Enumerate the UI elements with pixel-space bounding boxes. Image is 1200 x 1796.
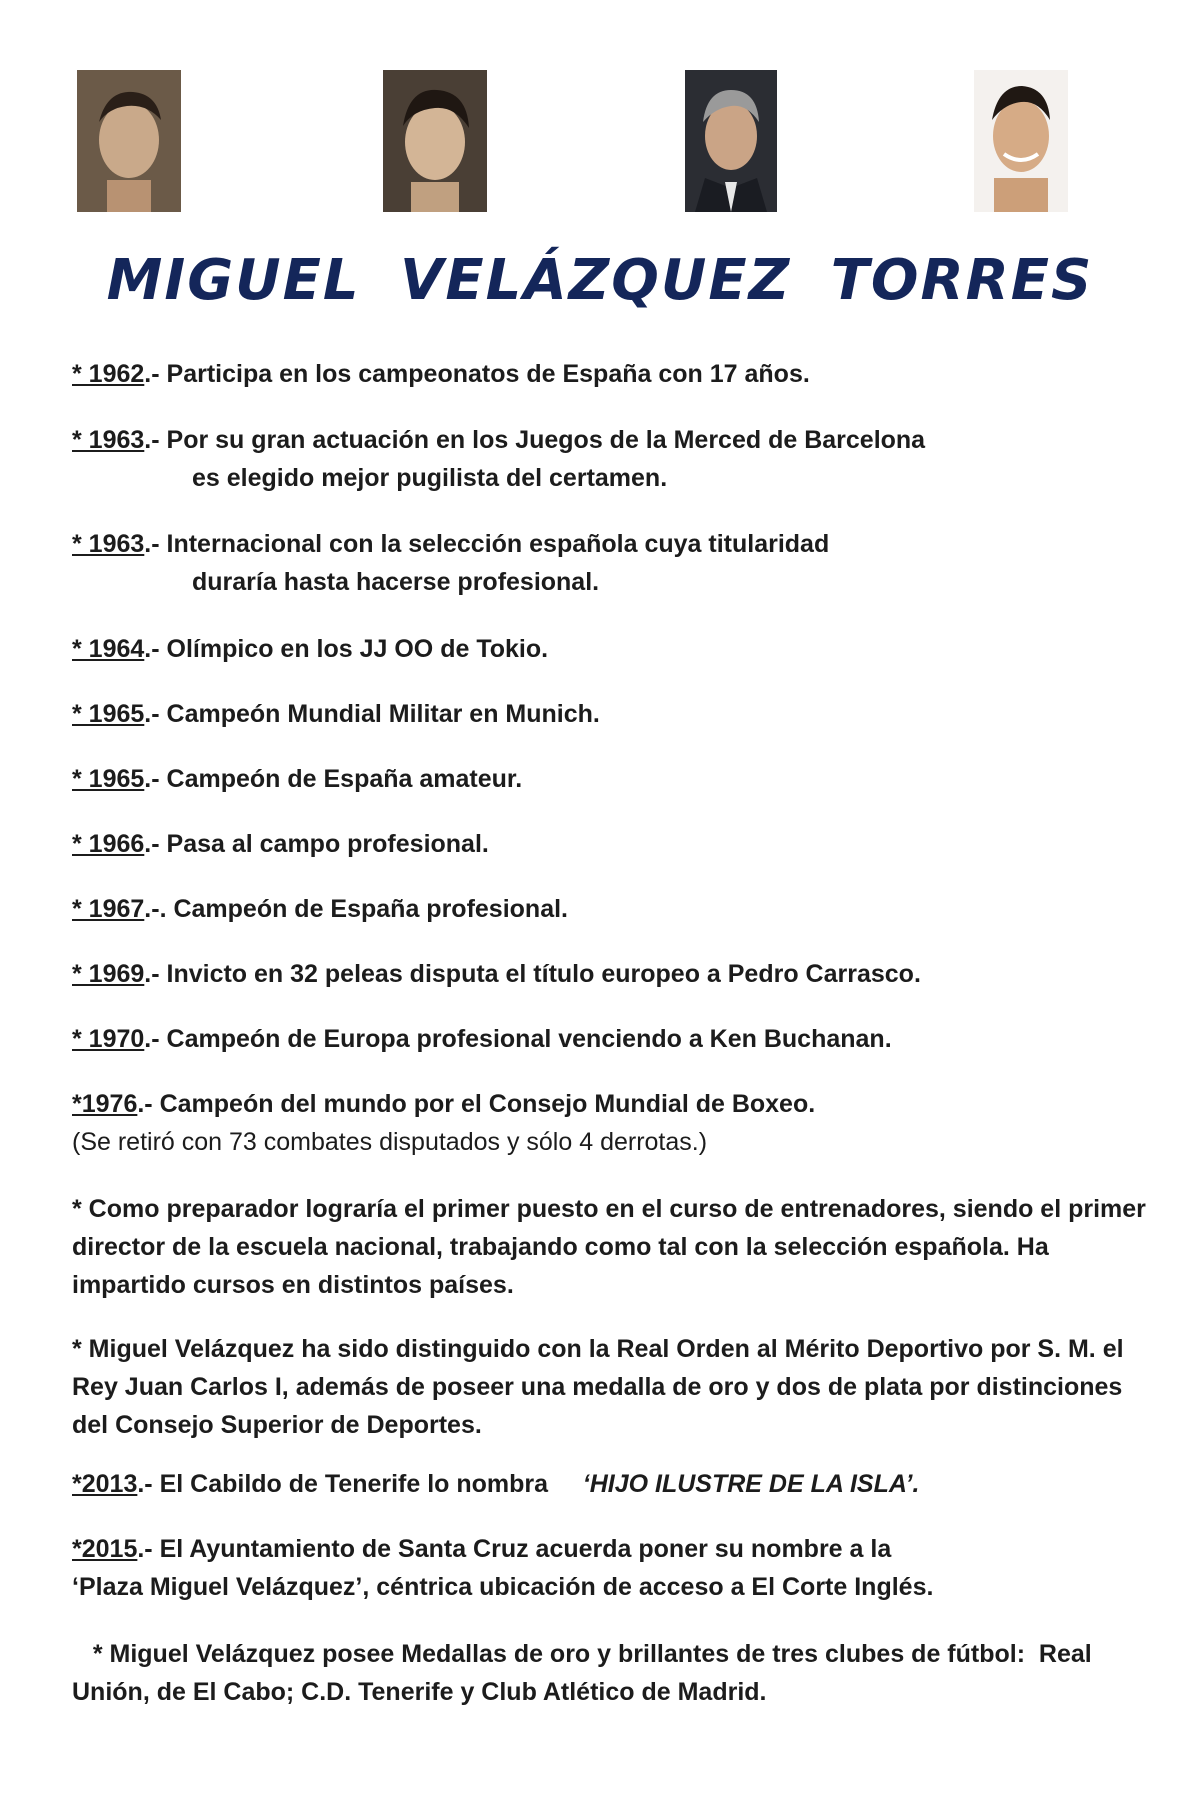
list-item (72, 525, 1152, 601)
year-label: * 1970 (72, 1025, 145, 1053)
photo-strip (0, 70, 1200, 220)
portrait-photo (77, 70, 181, 212)
entry-text: .- El Cabildo de Tenerife lo nombra (137, 1470, 549, 1498)
list-item (72, 1020, 1152, 1058)
paragraph (72, 1635, 1152, 1711)
entry-text: .- Internacional con la selección española cuya titularidad (144, 530, 830, 558)
paragraph-text: * Como preparador lograría el primer puesto en el curso de entrenadores, siendo el primer director de la escuela nacional, trabajando como tal con la selección española. Ha impartido cursos en distintos países. (72, 1195, 1146, 1299)
list-item (72, 890, 1152, 928)
year-label: * 1964 (72, 635, 145, 663)
entry-text: .-. Campeón de España profesional. (144, 895, 568, 923)
page-title: MIGUEL VELÁZQUEZ TORRES (106, 248, 1094, 313)
list-item (72, 955, 1152, 993)
entry-continuation: ‘Plaza Miguel Velázquez’, céntrica ubicación de acceso a El Corte Inglés. (72, 1573, 934, 1601)
year-label: * 1962 (72, 360, 145, 388)
year-label: * 1963 (72, 530, 145, 558)
entry-text: .- Participa en los campeonatos de España con 17 años. (144, 360, 810, 388)
year-label: *2013 (72, 1470, 138, 1498)
year-label: * 1963 (72, 426, 145, 454)
list-item (72, 760, 1152, 798)
entry-continuation: duraría hasta hacerse profesional. (192, 568, 600, 596)
list-item (72, 1530, 1152, 1606)
year-label: * 1965 (72, 765, 145, 793)
paragraph (72, 1190, 1152, 1304)
year-label: * 1965 (72, 700, 145, 728)
portrait-photo (383, 70, 487, 212)
paragraph-text: * Miguel Velázquez ha sido distinguido con la Real Orden al Mérito Deportivo por S. M. el Rey Juan Carlos I, además de poseer una medalla de oro y dos de plata por distinciones del Consejo Superior de Deportes. (72, 1335, 1124, 1439)
entry-text: .- Invicto en 32 peleas disputa el título europeo a Pedro Carrasco. (144, 960, 921, 988)
list-item (72, 695, 1152, 733)
entry-text: .- Pasa al campo profesional. (144, 830, 489, 858)
portrait-image (383, 70, 487, 212)
entry-continuation: es elegido mejor pugilista del certamen. (192, 464, 668, 492)
portrait-photo (974, 70, 1068, 212)
year-label: * 1969 (72, 960, 145, 988)
entry-text: .- Olímpico en los JJ OO de Tokio. (144, 635, 549, 663)
entry-text: .- Campeón de Europa profesional venciendo a Ken Buchanan. (144, 1025, 892, 1053)
portrait-photo (685, 70, 777, 212)
paragraph (72, 1330, 1152, 1444)
list-item (72, 825, 1152, 863)
list-item (72, 355, 1152, 393)
entry-italic: ‘HIJO ILUSTRE DE LA ISLA’. (582, 1470, 920, 1498)
entry-text: .- El Ayuntamiento de Santa Cruz acuerda poner su nombre a la (137, 1535, 892, 1563)
list-item (72, 1465, 1152, 1503)
year-label: * 1966 (72, 830, 145, 858)
entry-text: .- Campeón de España amateur. (144, 765, 523, 793)
year-label: *1976 (72, 1090, 138, 1118)
paragraph-text: * Miguel Velázquez posee Medallas de oro y brillantes de tres clubes de fútbol: Real Unión, de El Cabo; C.D. Tenerife y Club Atlético de Madrid. (72, 1640, 1099, 1706)
year-label: *2015 (72, 1535, 138, 1563)
list-item (72, 1085, 1152, 1161)
list-item (72, 630, 1152, 668)
entry-note: (Se retiró con 73 combates disputados y sólo 4 derrotas.) (72, 1128, 708, 1156)
entry-text: .- Campeón Mundial Militar en Munich. (144, 700, 600, 728)
portrait-image (685, 70, 777, 212)
list-item (72, 421, 1152, 497)
portrait-image (974, 70, 1068, 212)
entry-text: .- Campeón del mundo por el Consejo Mundial de Boxeo. (137, 1090, 816, 1118)
portrait-image (77, 70, 181, 212)
year-label: * 1967 (72, 895, 145, 923)
entry-text: .- Por su gran actuación en los Juegos de la Merced de Barcelona (144, 426, 926, 454)
